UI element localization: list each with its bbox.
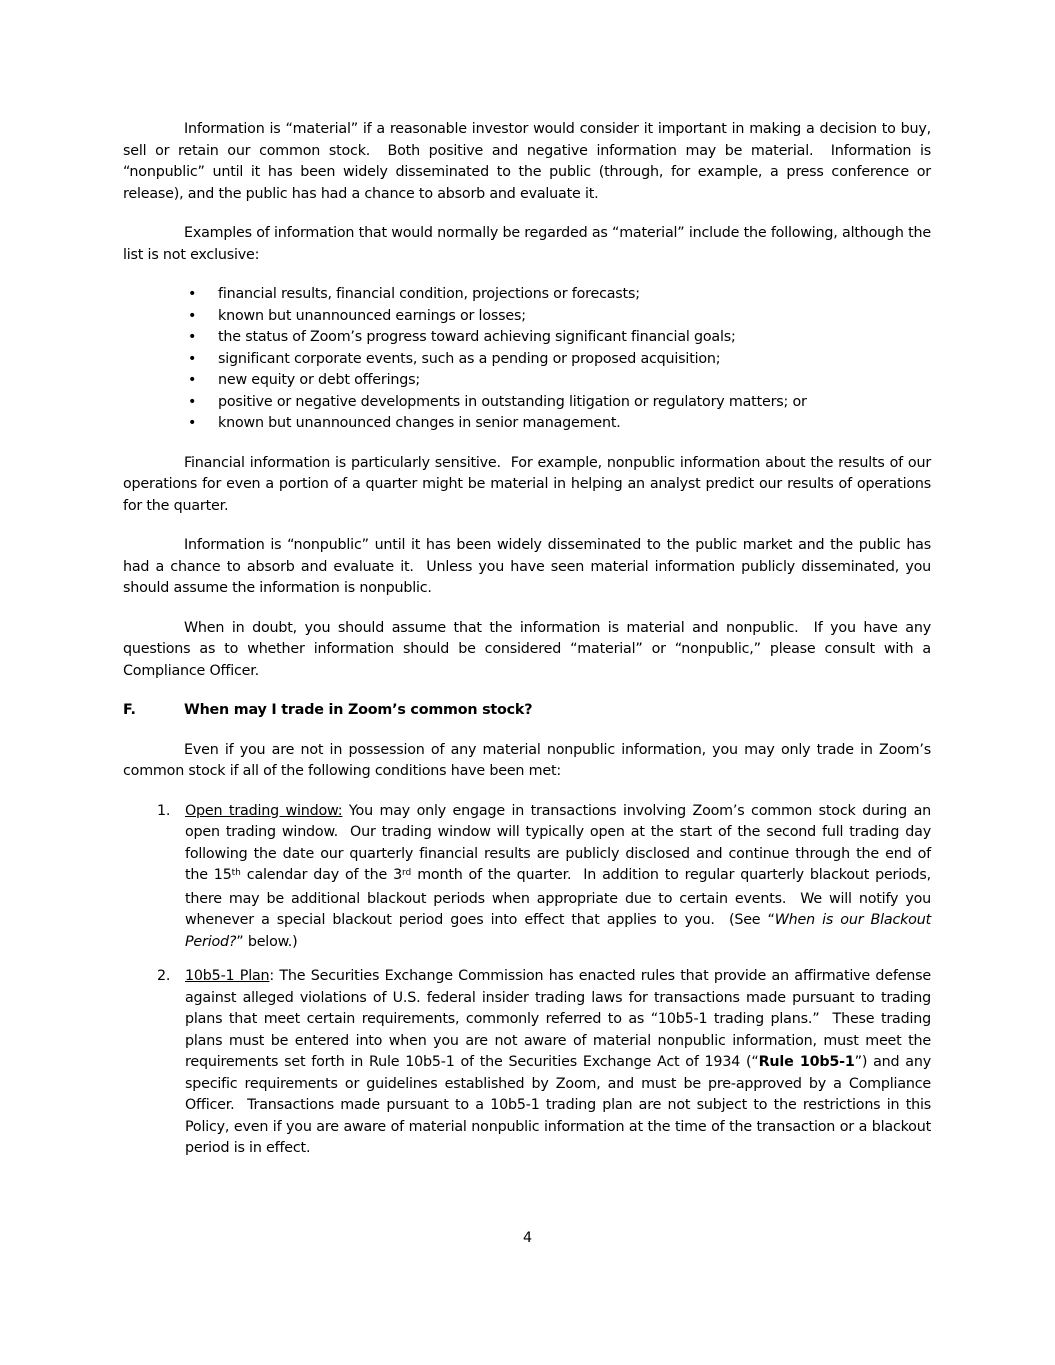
text-run: rd xyxy=(401,867,412,878)
paragraph xyxy=(123,453,931,518)
bullet-text: positive or negative developments in outstanding litigation or regulatory matters; or xyxy=(218,393,807,410)
item-number: 2. xyxy=(157,968,171,984)
bullet-text: significant corporate events, such as a pending or proposed acquisition; xyxy=(218,350,721,367)
bullet-item xyxy=(123,284,931,306)
bullet-text: the status of Zoom’s progress toward achieving significant financial goals; xyxy=(218,329,736,345)
bullet-list xyxy=(123,284,931,435)
bullet-text: new equity or debt offerings; xyxy=(218,372,420,388)
text-run: Rule 10b5-1 xyxy=(758,1054,855,1070)
bullet-text: known but unannounced earnings or losses; xyxy=(218,307,526,324)
numbered-list xyxy=(123,801,931,1160)
paragraph xyxy=(123,535,931,600)
text-run: When is our Blackout Period? xyxy=(185,912,931,950)
bullet-icon: • xyxy=(188,329,197,345)
item-text xyxy=(185,803,931,950)
text-run: : The Securities Exchange Commission has enacted rules that provide an affirmative defense against alleged violations of U.S. federal insider trading laws for transactions made pursuant to trading plans that meet certain requirements, commonly referred to as “10b5-1 trading plans.” These trading plans must be entered into when you are not aware of material nonpublic information, must meet the requirements set forth in Rule 10b5-1 of the Securities Exchange Act of 1934 (“ xyxy=(185,968,931,1070)
text-run: month of the quarter. In addition to regular quarterly blackout periods, there may be additional blackout periods when appropriate due to certain events. We will notify you whenever a special blackout period goes into effect that applies to you. (See “ xyxy=(185,867,932,928)
numbered-item xyxy=(123,966,931,1160)
text-run: calendar day of the 3 xyxy=(240,867,402,883)
paragraph xyxy=(123,119,931,205)
bullet-item xyxy=(123,349,931,371)
text-run: ”) and any specific requirements or guidelines established by Zoom, and must be pre-approved by a Compliance Officer. Transactions made pursuant to a 10b5-1 trading plan are not subject to the restrictions in this Policy, even if you are aware of material nonpublic information at the time of the transaction or a blackout period is in effect. xyxy=(185,1054,931,1156)
heading-text xyxy=(184,702,532,718)
text-run: When in doubt, you should assume that the information is material and nonpublic. If you have any questions as to whether information should be considered “material” or “nonpublic,” please consult with a Compliance Officer. xyxy=(123,619,931,679)
text-run: Information is “nonpublic” until it has been widely disseminated to the public market and the public has had a chance to absorb and evaluate it. Unless you have seen material information publicly disseminated, you should assume the information is nonpublic. xyxy=(123,537,931,596)
bullet-icon: • xyxy=(188,372,197,388)
paragraph xyxy=(123,740,931,783)
item-text xyxy=(185,968,931,1156)
paragraph xyxy=(123,618,931,683)
text-run: Examples of information that would normally be regarded as “material” include the following, although the list is not exclusive: xyxy=(123,225,931,263)
bullet-icon: • xyxy=(188,415,197,431)
text-run: You may only engage in transactions involving Zoom’s common stock during an open trading window. Our trading window will typically open at the start of the second full trading day following the date our quarterly financial results are publicly disclosed and continue through the end of the 15 xyxy=(185,802,932,883)
text-run: Financial information is particularly sensitive. For example, nonpublic information about the results of our operations for even a portion of a quarter might be material in helping an analyst predict our results of operations for the quarter. xyxy=(123,454,931,514)
bullet-icon: • xyxy=(188,393,197,410)
item-number: 1. xyxy=(157,802,171,819)
page-number: 4 xyxy=(522,1230,533,1246)
numbered-item xyxy=(123,801,931,954)
bullet-icon: • xyxy=(188,286,197,302)
text-run: ” below.) xyxy=(236,933,298,950)
bullet-item xyxy=(123,306,931,328)
bullet-item xyxy=(123,327,931,349)
bullet-icon: • xyxy=(188,350,197,367)
bullet-item xyxy=(123,413,931,435)
text-run: Open trading window: xyxy=(185,802,343,819)
text-run: th xyxy=(231,867,241,878)
bullet-text: known but unannounced changes in senior management. xyxy=(218,415,621,431)
bullet-item xyxy=(123,392,931,414)
section-heading xyxy=(123,700,931,722)
text-run: Even if you are not in possession of any material nonpublic information, you may only trade in Zoom’s common stock if all of the following conditions have been met: xyxy=(123,741,931,779)
bullet-text: financial results, financial condition, projections or forecasts; xyxy=(218,286,640,302)
bullet-item xyxy=(123,370,931,392)
text-run: 10b5-1 Plan xyxy=(185,968,270,984)
text-run: When may I trade in Zoom’s common stock? xyxy=(184,702,533,718)
text-run: Information is “material” if a reasonable investor would consider it important in making a decision to buy, sell or retain our common stock. Both positive and negative information may be material. Information is “nonpublic” until it has been widely disseminated to the public (through, for example, a press conference or release), and the public has had a chance to absorb and evaluate it. xyxy=(123,121,931,202)
paragraph xyxy=(123,223,931,266)
heading-label: F. xyxy=(123,702,136,718)
bullet-icon: • xyxy=(188,307,197,324)
document-content xyxy=(123,119,931,1173)
